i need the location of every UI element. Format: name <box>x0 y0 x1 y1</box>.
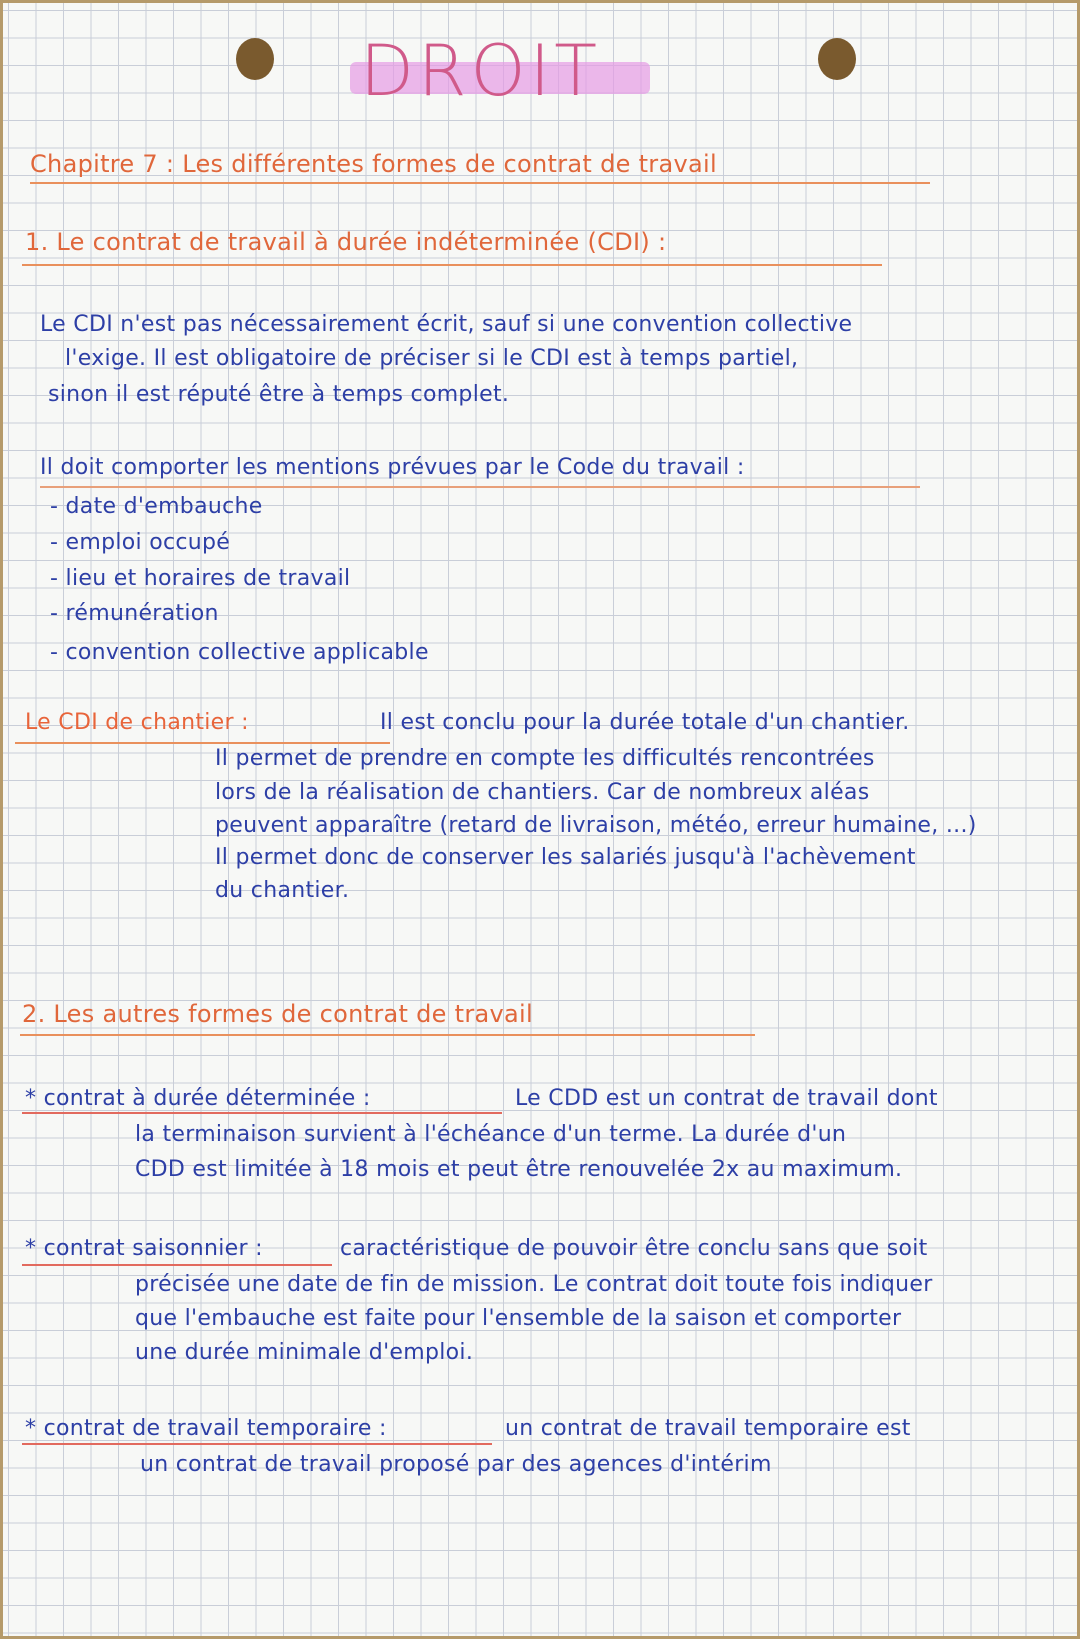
section1-underline <box>22 264 882 266</box>
para-line: Le CDI n'est pas nécessairement écrit, sauf si une convention collective <box>40 312 853 337</box>
binder-hole-right <box>818 38 856 80</box>
cdd-underline <box>22 1112 502 1114</box>
saisonnier-underline <box>22 1264 332 1266</box>
chantier-line: Il est conclu pour la durée totale d'un chantier. <box>380 710 910 735</box>
saisonnier-line: que l'embauche est faite pour l'ensemble de la saison et comporter <box>135 1306 902 1331</box>
temporaire-line: un contrat de travail proposé par des agences d'intérim <box>140 1452 772 1477</box>
cdi-chantier-underline <box>15 742 390 744</box>
chantier-line: Il permet de prendre en compte les difficultés rencontrées <box>215 746 875 771</box>
list-item: - emploi occupé <box>50 530 231 555</box>
list-item: - date d'embauche <box>50 494 263 519</box>
chapter-title: Chapitre 7 : Les différentes formes de contrat de travail <box>30 150 717 178</box>
mentions-underline <box>40 486 920 488</box>
cdd-line: la terminaison survient à l'échéance d'un terme. La durée d'un <box>135 1122 847 1147</box>
cdd-line: Le CDD est un contrat de travail dont <box>515 1086 938 1111</box>
binder-hole-left <box>236 38 274 80</box>
chantier-line: Il permet donc de conserver les salariés jusqu'à l'achèvement <box>215 845 916 870</box>
chantier-line: lors de la réalisation de chantiers. Car de nombreux aléas <box>215 780 870 805</box>
temporaire-underline <box>22 1443 492 1445</box>
page-title: DROIT <box>360 30 602 112</box>
list-item: - convention collective applicable <box>50 640 429 665</box>
chantier-line: du chantier. <box>215 878 350 903</box>
saisonnier-line: caractéristique de pouvoir être conclu sans que soit <box>340 1236 928 1261</box>
chapter-underline <box>30 182 930 184</box>
para-line: l'exige. Il est obligatoire de préciser si le CDI est à temps partiel, <box>65 346 799 371</box>
saisonnier-label: * contrat saisonnier : <box>25 1236 263 1261</box>
list-item: - lieu et horaires de travail <box>50 566 351 591</box>
list-item: - rémunération <box>50 601 219 626</box>
cdd-label: * contrat à durée déterminée : <box>25 1086 371 1111</box>
cdd-line: CDD est limitée à 18 mois et peut être renouvelée 2x au maximum. <box>135 1157 903 1182</box>
mentions-intro: Il doit comporter les mentions prévues par le Code du travail : <box>40 455 745 480</box>
saisonnier-line: une durée minimale d'emploi. <box>135 1340 474 1365</box>
temporaire-line: un contrat de travail temporaire est <box>505 1416 911 1441</box>
para-line: sinon il est réputé être à temps complet. <box>48 382 510 407</box>
saisonnier-line: précisée une date de fin de mission. Le contrat doit toute fois indiquer <box>135 1272 933 1297</box>
section2-underline <box>20 1034 755 1036</box>
section1-heading: 1. Le contrat de travail à durée indéterminée (CDI) : <box>25 228 667 256</box>
chantier-line: peuvent apparaître (retard de livraison, météo, erreur humaine, ...) <box>215 813 977 838</box>
temporaire-label: * contrat de travail temporaire : <box>25 1416 387 1441</box>
section2-heading: 2. Les autres formes de contrat de travail <box>22 1000 533 1028</box>
cdi-chantier-label: Le CDI de chantier : <box>25 710 249 735</box>
